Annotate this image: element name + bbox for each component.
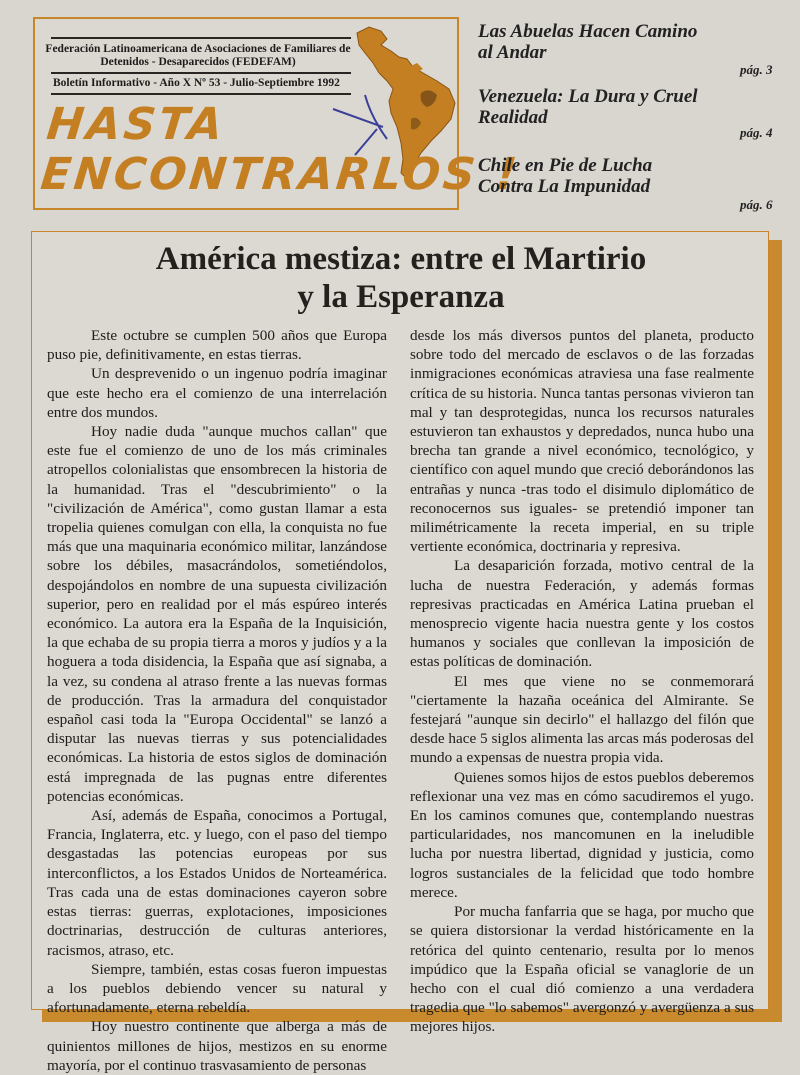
paragraph: Este octubre se cumplen 500 años que Europa puso pie, definitivamente, en estas tierras. (47, 327, 387, 364)
paragraph: Hoy nuestro continente que alberga a más de quinientos millones de hijos, mestizos en su enorme mayoría, por el continuo trasvasamiento de personas (47, 1018, 387, 1074)
paragraph-continued: desde los más diversos puntos del planeta, producto sobre todo del mercado de esclavos o de las forzadas inmigraciones económicas atraviesa una fase realmente crítica de su historia. Nunca tantas personas vivieron tan mal y tan desprotegidas, nunca los recursos naturales estuvieron tan exhaustos y depredados, nunca hubo una brecha tan grande a nivel económico, tecnológico, y científico con aquel mundo que creció deborándonos las entrañas y nunca -tras todo el disimulo diplomático de reconocernos sus iguales- se pretendió imponer tan milimétricamente la receta imperial, en su triple vertiente económica, doctrinaria y represiva. (410, 327, 754, 556)
article-column-right (410, 326, 754, 1037)
masthead (33, 17, 522, 210)
teaser-page-1[interactable]: pág. 3 (740, 62, 773, 77)
paragraph: Quienes somos hijos de estos pueblos deberemos reflexionar una vez mas en cómo sacudiremos el yugo. En los caminos comunes que, contemplando nuestras particularidades, nos mancomunen en la ineludible lucha por nuestra libertad, dignidad y justicia, como logros sustanciales de la felicidad que todo hombre merece. (410, 768, 754, 901)
paragraph: La desaparición forzada, motivo central de la lucha de nuestra Federación, y además formas represivas practicadas en América Latina prueban el menosprecio vigente hacia nuestra gente y los costos humanos y sociales que conllevan la imposición de estas políticas de dominación. (410, 557, 754, 671)
paragraph: Por mucha fanfarria que se haga, por mucho que se quiera distorsionar la verdad históricamente en la retórica del quinto centenario, resulta por lo menos impúdico que la España oficial se vanaglorie de un hecho con el cual dió comienzo a una verdadera tragedia que "lo sabemos" avergonzó y avergüenza a sus mejores hijos. (410, 903, 754, 1036)
teaser-page-2[interactable]: pág. 4 (740, 125, 773, 140)
teaser-page-3[interactable]: pág. 6 (740, 197, 773, 212)
logo-hasta: HASTA (44, 99, 228, 150)
logo-encontrarlos: ENCONTRARLOS ! (38, 149, 522, 200)
teaser-title-2[interactable]: Venezuela: La Dura y Cruel Realidad (478, 86, 698, 128)
paragraph: Así, además de España, conocimos a Portugal, Francia, Inglaterra, etc. y luego, con el paso del tiempo desgastadas las potencias europeas por sus interconflictos, a los Estados Unidos de Norteamérica. Tras cada una de estas dominaciones cayeron sobre estas tierras: guerras, explotaciones, imposiciones doctrinarias, destrucción de culturas anteriores, racismos, atraso, etc. (47, 807, 387, 959)
masthead-rule (51, 93, 351, 95)
teaser-title-3[interactable]: Chile en Pie de Lucha Contra La Impunidad (478, 155, 653, 197)
issue-line: Boletín Informativo - Año X Nº 53 - Julio-Septiembre 1992 (53, 77, 340, 89)
teaser-title-1[interactable]: Las Abuelas Hacen Camino al Andar (478, 21, 698, 63)
paragraph: Siempre, también, estas cosas fueron impuestas a los pueblos debiendo vencer su natural y afortunadamente, eterna rebeldía. (47, 960, 387, 1017)
organization-name: Federación Latinoamericana de Asociaciones de Familiares de Detenidos - Desaparecidos (FEDEFAM) (45, 43, 351, 68)
masthead-rule (51, 37, 351, 39)
article-headline: América mestiza: entre el Martirio y la Esperanza (155, 241, 647, 315)
article-column-left (47, 326, 387, 1075)
masthead-rule (51, 72, 351, 74)
paragraph: Un desprevenido o un ingenuo podría imaginar que este hecho era el comienzo de una interrelación entre dos mundos. (47, 365, 387, 421)
paragraph: El mes que viene no se conmemorará "ciertamente la hazaña oceánica del Almirante. Se festejará "aunque sin decirlo" el hallazgo del filón que desde hace 5 siglos alimenta las arcas más poderosas del mundo a expensas de nuestra propia vida. (410, 672, 754, 767)
article (31, 231, 769, 1074)
paragraph: Hoy nadie duda "aunque muchos callan" que este fue el comienzo de uno de los más criminales atropellos colonialistas que ensombrecen la historia de la humanidad. Tras el "descubrimiento" o la "civilización de América", como gustan llamar a esta tropelia quienes comulgan con ella, la conquista no fue más que una maquinaria económico militar, lanzándose sobre los débiles, masacrándolos, sometiéndolos, despojándolos en nombre de una supuesta civilización superior, pero en realidad por el más espúreo interés económico. La autora era la España de la Inquisición, la que echaba de su propia tierra a moros y judíos y a la hoguera a toda disidencia, la España que así signaba, a la vez, su condena al atraso frente a las nuevas formas de producción. Tras la armadura del conquistador español casi toda la "Europa Occidental" se lanzó a disputar las nuevas tierras y sus potencialidades económicas. La historia de estos siglos de dominación está impregnada de las pugnas entre diferentes potencias económicas. (47, 423, 387, 805)
